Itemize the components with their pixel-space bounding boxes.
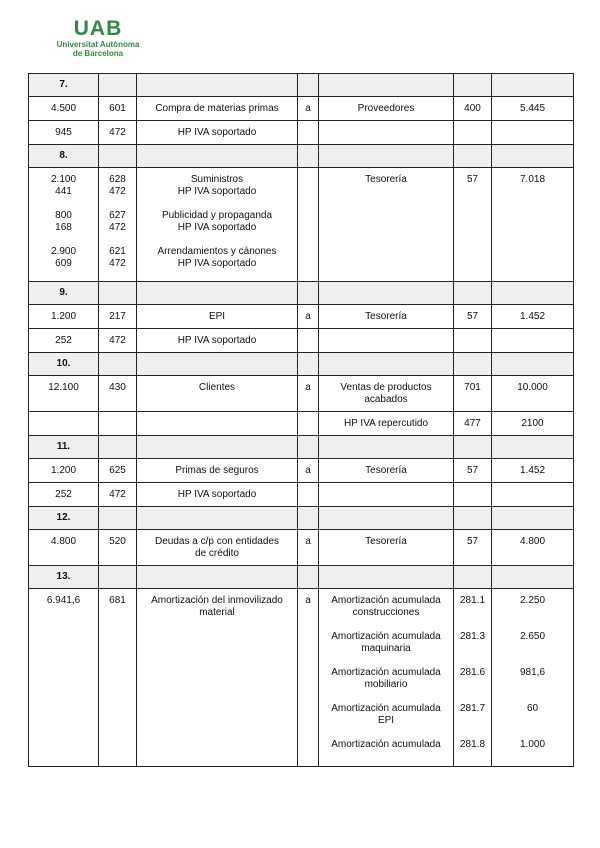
debit-amount-line: 6.941,6 — [46, 595, 81, 606]
header-cell — [99, 282, 137, 305]
header-cell — [492, 566, 574, 589]
debit-account-name-line: de crédito — [195, 548, 239, 559]
section-number: 9. — [29, 282, 99, 305]
a-marker — [298, 329, 319, 353]
credit-account-name — [319, 376, 454, 412]
debit-account-code — [99, 329, 137, 353]
debit-amount-line: 1.200 — [50, 311, 77, 322]
header-cell — [319, 507, 454, 530]
section-header — [29, 507, 574, 530]
debit-amount — [29, 329, 99, 353]
credit-account-code-line: 281.3 — [459, 631, 486, 642]
credit-account-name-line: Amortización acumulada — [331, 703, 441, 714]
debit-account-name-line: Primas de seguros — [175, 465, 259, 476]
debit-account-code-line: 430 — [109, 382, 126, 393]
debit-account-name — [137, 589, 298, 767]
credit-account-code-line: 701 — [464, 382, 481, 393]
debit-amount-line — [32, 198, 95, 210]
header-cell — [454, 507, 492, 530]
header-cell — [137, 145, 298, 168]
credit-account-name-line: EPI — [377, 715, 395, 726]
debit-account-name-line: Clientes — [198, 382, 236, 393]
debit-account-name-line: HP IVA soportado — [177, 222, 257, 233]
credit-amount-line: 1.452 — [519, 465, 546, 476]
debit-account-name — [137, 483, 298, 507]
debit-amount-line: 252 — [55, 335, 72, 346]
credit-account-code — [454, 459, 492, 483]
a-marker: a — [298, 376, 319, 412]
credit-account-code — [454, 329, 492, 353]
debit-account-code-line: 628 — [109, 174, 126, 185]
credit-account-code-line: 477 — [464, 418, 481, 429]
debit-account-name-line: EPI — [208, 311, 226, 322]
debit-amount-line: 800 — [55, 210, 72, 221]
header-cell — [454, 353, 492, 376]
journal-row — [29, 97, 574, 121]
credit-account-name — [319, 121, 454, 145]
debit-amount — [29, 376, 99, 412]
credit-account-code-line: 57 — [466, 311, 479, 322]
debit-account-name — [137, 329, 298, 353]
debit-account-code — [99, 121, 137, 145]
debit-account-name-line: Amortización del inmovilizado — [151, 595, 283, 606]
credit-amount-line — [495, 679, 570, 691]
credit-amount-line: 60 — [526, 703, 539, 714]
header-cell — [492, 353, 574, 376]
credit-account-code-line: 400 — [464, 103, 481, 114]
section-header — [29, 566, 574, 589]
section-number: 7. — [29, 74, 99, 97]
debit-account-code-line: 472 — [109, 222, 126, 233]
credit-account-name-line — [322, 727, 450, 739]
debit-account-code — [99, 459, 137, 483]
header-cell — [454, 566, 492, 589]
credit-amount-line: 2100 — [521, 418, 544, 429]
uab-logo — [46, 18, 150, 58]
debit-account-code-line: 625 — [109, 465, 126, 476]
credit-account-code-line: 281.8 — [459, 739, 486, 750]
header-cell — [492, 74, 574, 97]
credit-account-code-line: 57 — [466, 536, 479, 547]
credit-account-name — [319, 412, 454, 436]
debit-account-name — [137, 121, 298, 145]
debit-account-code-line: 217 — [109, 311, 126, 322]
section-number: 13. — [29, 566, 99, 589]
credit-account-name-line — [322, 691, 450, 703]
section-number: 12. — [29, 507, 99, 530]
header-cell — [454, 436, 492, 459]
credit-amount-line: 10.000 — [517, 382, 548, 393]
credit-amount — [492, 376, 574, 412]
header-cell — [99, 145, 137, 168]
header-cell — [298, 436, 319, 459]
journal-row — [29, 412, 574, 436]
credit-account-code-line: 57 — [466, 174, 479, 185]
credit-account-code-line: 281.6 — [459, 667, 486, 678]
header-cell — [298, 566, 319, 589]
header-cell — [99, 566, 137, 589]
debit-account-code — [99, 412, 137, 436]
journal-body — [29, 74, 574, 767]
debit-amount-line: 441 — [55, 186, 72, 197]
debit-amount — [29, 305, 99, 329]
debit-account-code — [99, 168, 137, 282]
credit-account-name-line: Amortización acumulada — [331, 595, 441, 606]
credit-account-name — [319, 305, 454, 329]
debit-account-name-line: Suministros — [190, 174, 244, 185]
debit-amount — [29, 168, 99, 282]
section-number: 8. — [29, 145, 99, 168]
header-cell — [99, 74, 137, 97]
credit-amount-line: 7.018 — [519, 174, 546, 185]
debit-amount-line: 1.200 — [50, 465, 77, 476]
section-number: 11. — [29, 436, 99, 459]
header-cell — [137, 353, 298, 376]
credit-account-name — [319, 168, 454, 282]
credit-account-name-line — [322, 655, 450, 667]
credit-account-code — [454, 589, 492, 767]
credit-amount-line: 5.445 — [519, 103, 546, 114]
credit-account-name-line: Ventas de productos — [340, 382, 432, 393]
debit-account-code-line: 681 — [109, 595, 126, 606]
header-cell — [319, 74, 454, 97]
debit-account-name-line: Deudas a c/p con entidades — [155, 536, 279, 547]
header-cell — [99, 507, 137, 530]
debit-amount-line: 945 — [55, 127, 72, 138]
credit-amount-line — [495, 655, 570, 667]
credit-account-code — [454, 97, 492, 121]
debit-account-name-line: HP IVA soportado — [177, 335, 257, 346]
debit-account-code — [99, 589, 137, 767]
credit-account-code-line — [457, 727, 488, 739]
header-cell — [492, 507, 574, 530]
journal-row — [29, 459, 574, 483]
credit-amount-line — [495, 727, 570, 739]
credit-account-name — [319, 589, 454, 767]
credit-account-code-line — [457, 679, 488, 691]
a-marker: a — [298, 459, 319, 483]
debit-amount-line: 2.100 — [50, 174, 77, 185]
debit-account-name-line: Arrendamientos y cánones — [157, 246, 277, 257]
credit-account-name-line: Amortización acumulada — [331, 739, 441, 750]
debit-account-name-line: material — [199, 607, 235, 618]
debit-account-code — [99, 305, 137, 329]
credit-account-name — [319, 329, 454, 353]
journal-table — [28, 73, 574, 767]
debit-account-name — [137, 305, 298, 329]
debit-account-name-line: HP IVA soportado — [177, 127, 257, 138]
credit-account-name-line: acabados — [364, 394, 408, 405]
debit-account-code — [99, 376, 137, 412]
header-cell — [492, 436, 574, 459]
a-marker — [298, 168, 319, 282]
debit-amount-line: 4.500 — [50, 103, 77, 114]
journal-row — [29, 483, 574, 507]
credit-account-name-line: HP IVA repercutido — [343, 418, 429, 429]
logo-line-1: Universitat Autònoma — [56, 40, 140, 49]
credit-account-name-line: Tesorería — [365, 311, 407, 322]
debit-amount — [29, 483, 99, 507]
section-number: 10. — [29, 353, 99, 376]
credit-account-code — [454, 483, 492, 507]
credit-amount-line: 981,6 — [519, 667, 546, 678]
debit-account-code — [99, 97, 137, 121]
debit-amount — [29, 121, 99, 145]
credit-amount-line — [495, 643, 570, 655]
debit-account-name-line: HP IVA soportado — [177, 258, 257, 269]
section-header — [29, 436, 574, 459]
journal-row — [29, 530, 574, 566]
debit-account-code-line: 472 — [109, 127, 126, 138]
header-cell — [137, 507, 298, 530]
credit-amount-line: 1.452 — [519, 311, 546, 322]
credit-account-name — [319, 483, 454, 507]
header-cell — [319, 566, 454, 589]
credit-account-name-line: Tesorería — [365, 536, 407, 547]
debit-account-code-line: 601 — [109, 103, 126, 114]
header-cell — [454, 282, 492, 305]
credit-amount-line: 4.800 — [519, 536, 546, 547]
debit-account-name — [137, 376, 298, 412]
a-marker: a — [298, 305, 319, 329]
credit-account-name-line: Tesorería — [365, 465, 407, 476]
header-cell — [137, 566, 298, 589]
credit-amount — [492, 329, 574, 353]
header-cell — [319, 436, 454, 459]
credit-amount-line — [495, 715, 570, 727]
debit-account-name-line — [140, 198, 294, 210]
credit-account-code-line: 281.1 — [459, 595, 486, 606]
a-marker: a — [298, 530, 319, 566]
header-cell — [99, 353, 137, 376]
journal-row — [29, 305, 574, 329]
credit-amount-line: 2.650 — [519, 631, 546, 642]
debit-amount-line: 4.800 — [50, 536, 77, 547]
credit-account-code — [454, 376, 492, 412]
a-marker — [298, 121, 319, 145]
debit-account-code — [99, 483, 137, 507]
credit-account-name-line: Proveedores — [357, 103, 415, 114]
logo-title: UAB — [73, 17, 123, 40]
header-cell — [319, 145, 454, 168]
credit-account-name-line — [322, 619, 450, 631]
header-cell — [298, 507, 319, 530]
credit-account-name-line: Amortización acumulada — [331, 667, 441, 678]
section-header — [29, 74, 574, 97]
debit-account-code-line: 472 — [109, 186, 126, 197]
debit-account-name — [137, 459, 298, 483]
credit-account-name — [319, 459, 454, 483]
debit-account-code-line: 472 — [109, 258, 126, 269]
debit-account-name — [137, 530, 298, 566]
credit-account-name-line: maquinaria — [361, 643, 411, 654]
credit-amount-line: 2.250 — [519, 595, 546, 606]
credit-account-name — [319, 530, 454, 566]
credit-account-code — [454, 530, 492, 566]
credit-amount — [492, 97, 574, 121]
debit-account-name — [137, 168, 298, 282]
debit-amount-line: 12.100 — [48, 382, 79, 393]
debit-amount — [29, 97, 99, 121]
header-cell — [319, 353, 454, 376]
credit-account-name-line: mobiliario — [364, 679, 408, 690]
header-cell — [298, 353, 319, 376]
debit-account-name-line: Publicidad y propaganda — [161, 210, 273, 221]
debit-account-code-line — [102, 234, 133, 246]
debit-account-code-line: 472 — [109, 489, 126, 500]
debit-account-code — [99, 530, 137, 566]
credit-account-code-line — [457, 655, 488, 667]
header-cell — [99, 436, 137, 459]
logo-line-2: de Barcelona — [72, 49, 124, 58]
debit-account-name-line: HP IVA soportado — [177, 186, 257, 197]
debit-amount-line — [32, 234, 95, 246]
credit-account-code — [454, 121, 492, 145]
debit-account-code-line: 621 — [109, 246, 126, 257]
credit-account-code — [454, 305, 492, 329]
debit-amount-line: 168 — [55, 222, 72, 233]
debit-amount-line: 252 — [55, 489, 72, 500]
journal-row — [29, 376, 574, 412]
credit-amount — [492, 121, 574, 145]
credit-amount — [492, 459, 574, 483]
credit-account-code-line — [457, 715, 488, 727]
credit-account-code-line — [457, 691, 488, 703]
debit-amount — [29, 412, 99, 436]
credit-amount-line — [495, 691, 570, 703]
debit-amount-line: 609 — [55, 258, 72, 269]
debit-account-code-line: 472 — [109, 335, 126, 346]
header-cell — [454, 74, 492, 97]
debit-amount — [29, 589, 99, 767]
debit-amount — [29, 459, 99, 483]
header-cell — [319, 282, 454, 305]
credit-account-code — [454, 412, 492, 436]
a-marker — [298, 483, 319, 507]
section-header — [29, 282, 574, 305]
credit-amount — [492, 530, 574, 566]
header-cell — [298, 282, 319, 305]
header-cell — [298, 74, 319, 97]
credit-account-name-line: Tesorería — [365, 174, 407, 185]
debit-account-code-line: 627 — [109, 210, 126, 221]
section-header — [29, 353, 574, 376]
debit-account-name — [137, 412, 298, 436]
debit-account-code-line: 520 — [109, 536, 126, 547]
credit-amount-line — [495, 619, 570, 631]
journal-row — [29, 589, 574, 767]
journal-row — [29, 329, 574, 353]
section-header — [29, 145, 574, 168]
credit-account-name-line: Amortización acumulada — [331, 631, 441, 642]
credit-account-code-line — [457, 607, 488, 619]
credit-amount — [492, 168, 574, 282]
header-cell — [137, 436, 298, 459]
credit-account-code-line: 57 — [466, 465, 479, 476]
credit-amount — [492, 305, 574, 329]
header-cell — [492, 282, 574, 305]
header-cell — [492, 145, 574, 168]
debit-account-name-line — [140, 234, 294, 246]
journal-row — [29, 121, 574, 145]
credit-amount — [492, 589, 574, 767]
a-marker — [298, 412, 319, 436]
debit-account-name-line: Compra de materias primas — [155, 103, 279, 114]
journal-row — [29, 168, 574, 282]
a-marker: a — [298, 589, 319, 767]
credit-amount — [492, 412, 574, 436]
header-cell — [137, 282, 298, 305]
header-cell — [454, 145, 492, 168]
credit-account-code — [454, 168, 492, 282]
credit-account-code-line — [457, 619, 488, 631]
credit-account-code-line: 281.7 — [459, 703, 486, 714]
credit-amount-line — [495, 607, 570, 619]
debit-amount-line: 2.900 — [50, 246, 77, 257]
debit-account-code-line — [102, 198, 133, 210]
credit-account-name-line: construcciones — [352, 607, 420, 618]
debit-account-name-line: HP IVA soportado — [177, 489, 257, 500]
credit-amount-line: 1.000 — [519, 739, 546, 750]
header-cell — [137, 74, 298, 97]
credit-amount — [492, 483, 574, 507]
credit-account-code-line — [457, 643, 488, 655]
credit-account-name — [319, 97, 454, 121]
header-cell — [298, 145, 319, 168]
debit-account-name — [137, 97, 298, 121]
a-marker: a — [298, 97, 319, 121]
debit-amount — [29, 530, 99, 566]
